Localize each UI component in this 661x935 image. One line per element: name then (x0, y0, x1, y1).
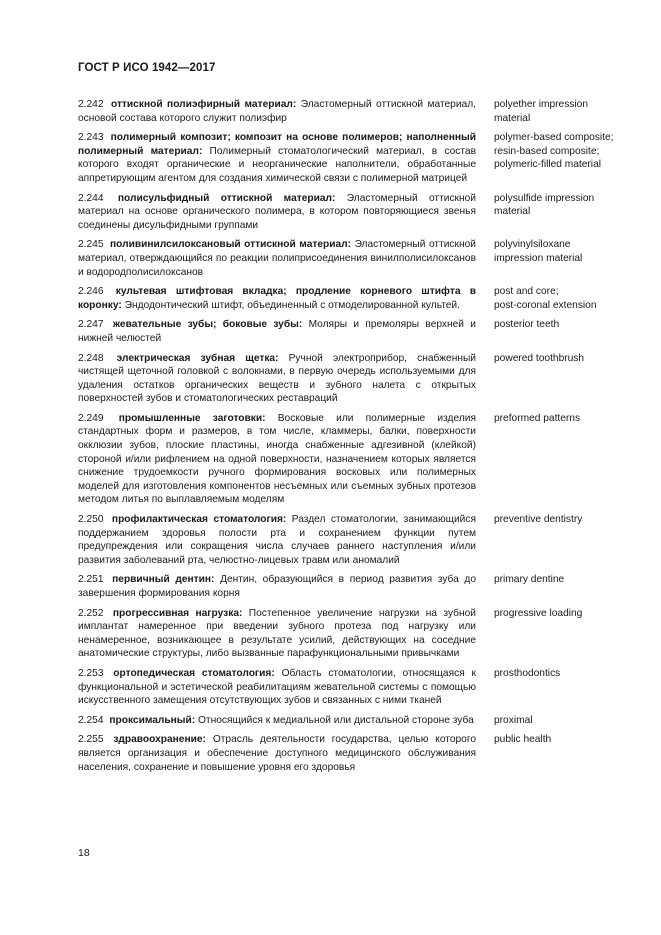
term-entry (78, 285, 618, 312)
term-entry (78, 98, 618, 125)
english-equivalent: polysulfide impression material (494, 192, 595, 218)
document-header: ГОСТ Р ИСО 1942—2017 (78, 62, 216, 74)
term-definition: Эндодонтический штифт, объединенный с отмоделированной культей. (124, 299, 460, 311)
term-name: первичный дентин: (112, 574, 215, 586)
english-equivalent: polymer-based composite; resin-based composite; polymeric-filled material (494, 132, 614, 171)
term-entry (78, 412, 618, 507)
page-number: 18 (78, 847, 90, 859)
term-list (78, 98, 618, 780)
term-definition: Отрасль деятельности государства, целью которого является организация и обеспечение доступного медицинского обслуживания населения, сохранение и повышение уровня его здоровья (78, 734, 476, 773)
english-equivalent: progressive loading (494, 607, 583, 619)
term-number: 2.247 (78, 319, 104, 331)
english-equivalent: posterior teeth (494, 319, 560, 331)
term-definition-block (78, 352, 476, 406)
term-number: 2.251 (78, 574, 104, 586)
term-definition-block (78, 667, 476, 708)
term-number: 2.252 (78, 607, 104, 619)
term-number: 2.245 (78, 239, 104, 251)
term-definition-block (78, 607, 476, 661)
english-equivalent: prosthodontics (494, 667, 561, 679)
english-equivalent: powered toothbrush (494, 352, 585, 364)
term-number: 2.246 (78, 286, 104, 298)
term-entry (78, 513, 618, 567)
term-definition: Область стоматологии, относящаяся к функциональной и эстетической реабилитациям жевательной системы с помощью искусственного замещения отсутствующих зубов и связанных с ними тканей (78, 667, 476, 707)
term-name: полимерный композит; композит на основе полимеров; наполненный полимерный материал: (78, 132, 476, 157)
term-definition: Эластомерный оттискной материал на основе органического полимера, в котором повторяющиеся звенья соединены дисульфидными группами (78, 192, 476, 231)
term-name: ортопедическая стоматология: (113, 667, 275, 679)
term-name: электрическая зубная щетка: (116, 352, 279, 364)
term-entry (78, 573, 618, 600)
term-name: полисульфидный оттискной материал: (117, 192, 336, 204)
term-name: прогрессивная нагрузка: (112, 607, 243, 619)
english-equivalent: primary dentine (494, 574, 565, 586)
english-equivalent: polyvinylsiloxane impression material (494, 239, 583, 264)
term-entry (78, 318, 618, 345)
term-name: жевательные зубы; боковые зубы: (112, 319, 303, 331)
term-definition-block (78, 192, 476, 233)
term-definition: Ручной электроприбор, снабженный чистящей щеточной головкой с волокнами, в первую очередь используемыми для удаления остатков органических веществ и зубного налета с открытых поверхностей зубов и стоматологических реставраций (78, 352, 476, 405)
term-definition-block (78, 733, 476, 774)
term-definition: Эластомерный оттискной материал, основой состава которого служит полиэфир (78, 99, 476, 124)
term-entry (78, 714, 618, 728)
term-name: здравоохранение: (113, 734, 206, 746)
term-definition-block (78, 238, 476, 279)
term-number: 2.250 (78, 514, 104, 526)
term-entry (78, 352, 618, 406)
term-number: 2.255 (78, 734, 104, 746)
term-name: культевая штифтовая вкладка; продление корневого штифта в коронку: (78, 286, 476, 311)
term-definition: Полимерный стоматологический материал, в состав которого входят органические и неорганические наполнители, обработанные аппретирующим агентом для создания химической связи с полимерной матрицей (78, 145, 476, 184)
english-equivalent: polyether impression material (494, 99, 588, 124)
term-number: 2.242 (78, 99, 104, 110)
english-equivalent: preformed patterns (494, 412, 581, 424)
term-definition-block (78, 412, 476, 507)
term-name: профилактическая стоматология: (111, 514, 287, 526)
term-number: 2.253 (78, 667, 104, 679)
english-equivalent: post and core; post-coronal extension (494, 286, 597, 311)
term-entry (78, 131, 618, 185)
term-definition: Моляры и премоляры верхней и нижней челюстей (78, 319, 476, 344)
term-name: поливинилсилоксановый оттискной материал: (110, 239, 352, 251)
term-definition: Эластомерный оттискной материал, отверждающийся по реакции полиприсоединения винилполисилоксанов и водородполисилоксанов (78, 239, 476, 278)
term-definition: Раздел стоматологии, занимающийся поддержанием здоровья полости рта и сохранением функции путем предупреждения или сокращения числа случаев раннего наступления и/или развития заболеваний рта, челюстно-лицевых травм или аномалий (78, 514, 476, 566)
term-definition-block (78, 714, 476, 728)
term-definition-block (78, 98, 476, 125)
term-name: промышленные заготовки: (118, 412, 266, 424)
term-entry (78, 607, 618, 661)
term-number: 2.244 (78, 192, 104, 204)
english-equivalent: proximal (494, 714, 533, 726)
term-number: 2.243 (78, 132, 104, 144)
term-entry (78, 238, 618, 279)
term-name: проксимальный: (109, 714, 196, 726)
english-equivalent: public health (494, 734, 552, 746)
term-definition: Дентин, образующийся в период развития зуба до завершения формирования корня (78, 574, 476, 599)
term-definition: Относящийся к медиальной или дистальной стороне зуба (198, 714, 474, 726)
term-number: 2.248 (78, 352, 104, 364)
term-entry (78, 667, 618, 708)
term-number: 2.249 (78, 412, 104, 424)
english-equivalent: preventive dentistry (494, 514, 583, 526)
term-definition: Восковые или полимерные изделия стандартных форм и размеров, в том числе, кламмеры, балки, поверхности окклюзии зубов, плоские пластины, иногда снабженные адгезивной (клейкой) стороной и/или рифлением на одной поверхности, назначением которых является снижение трудоемкости ручного формирования восковых или полимерных моделей для изготовления компонентов несъемных или съемных зубных протезов методом литья по выплавляемым моделям (78, 412, 476, 506)
term-entry (78, 733, 618, 774)
term-name: оттискной полиэфирный материал: (110, 99, 297, 110)
term-definition-block (78, 573, 476, 600)
term-definition-block (78, 513, 476, 567)
term-definition-block (78, 131, 476, 185)
term-number: 2.254 (78, 714, 104, 726)
term-definition-block (78, 318, 476, 345)
term-definition: Постепенное увеличение нагрузки на зубной имплантат намеренное при введении зубного протеза под нагрузку или ненамеренное, возникающее в результате усилий, действующих на соседние анатомические структуры, либо вызванные парафункциональными привычками (78, 607, 477, 660)
term-entry (78, 192, 618, 233)
term-definition-block (78, 285, 476, 312)
